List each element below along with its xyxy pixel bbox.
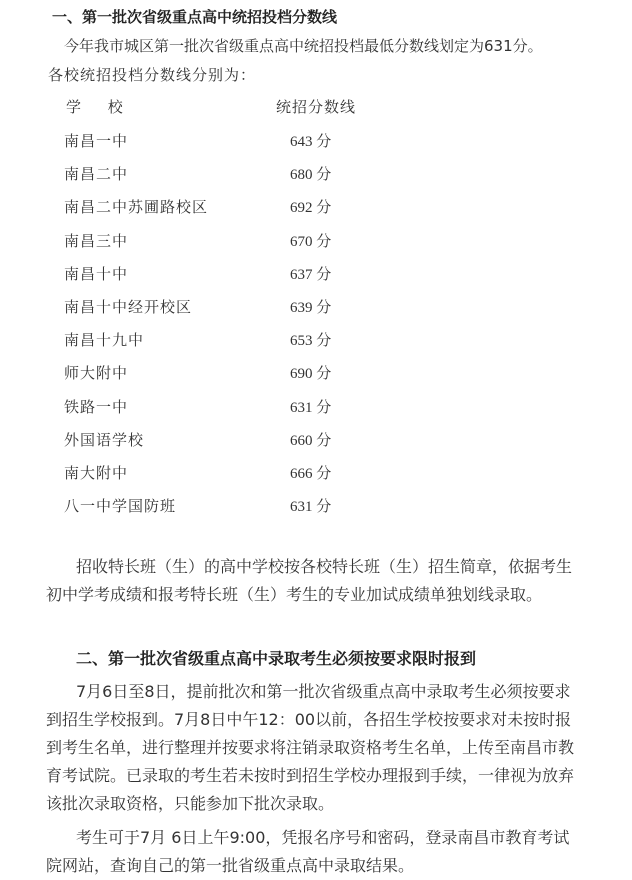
table-cell-score: 631 分 bbox=[290, 499, 332, 515]
section1-subheading: 各校统招投档分数线分别为： bbox=[48, 66, 257, 84]
table-cell-score: 639 分 bbox=[290, 300, 332, 316]
paragraph-line: 该批次录取资格，只能参加下批次录取。 bbox=[46, 794, 335, 813]
paragraph-line: 育考试院。已录取的考生若未按时到招生学校办理报到手续，一律视为放弃 bbox=[46, 766, 575, 785]
table-cell-score: 653 分 bbox=[290, 333, 332, 349]
table-cell-school: 师大附中 bbox=[64, 364, 129, 382]
table-cell-school: 南昌二中 bbox=[64, 165, 129, 183]
section2-paragraph2 bbox=[46, 824, 616, 880]
section2-paragraph1 bbox=[46, 678, 616, 818]
table-cell-score: 637 分 bbox=[290, 267, 332, 283]
table-cell-score: 631 分 bbox=[290, 400, 332, 416]
table-cell-school: 铁路一中 bbox=[64, 398, 129, 416]
table-cell-school: 外国语学校 bbox=[64, 431, 145, 449]
table-cell-school: 南大附中 bbox=[64, 464, 129, 482]
table-cell-school: 南昌十中 bbox=[64, 265, 129, 283]
paragraph-line: 7月6日至8日，提前批次和第一批次省级重点高中录取考生必须按要求 bbox=[76, 682, 571, 701]
table-header-score: 统招分数线 bbox=[276, 98, 357, 116]
table-cell-school: 南昌十中经开校区 bbox=[64, 298, 193, 316]
table-cell-score: 643 分 bbox=[290, 134, 332, 150]
table-cell-score: 680 分 bbox=[290, 167, 332, 183]
table-cell-score: 690 分 bbox=[290, 366, 332, 382]
table-cell-school: 南昌十九中 bbox=[64, 331, 145, 349]
paragraph-line: 到考生名单，进行整理并按要求将注销录取资格考生名单，上传至南昌市教 bbox=[46, 738, 575, 757]
table-cell-school: 南昌一中 bbox=[64, 132, 129, 150]
table-cell-score: 670 分 bbox=[290, 234, 332, 250]
table-cell-school: 南昌二中苏圃路校区 bbox=[64, 198, 209, 216]
table-cell-school: 八一中学国防班 bbox=[64, 497, 177, 515]
special-paragraph-line: 初中学考成绩和报考特长班（生）考生的专业加试成绩单独划线录取。 bbox=[46, 585, 543, 604]
paragraph-line: 院网站，查询自己的第一批省级重点高中录取结果。 bbox=[46, 856, 415, 875]
paragraph-line: 考生可于7月 6日上午9:00，凭报名序号和密码，登录南昌市教育考试 bbox=[76, 828, 570, 847]
section1-intro: 今年我市城区第一批次省级重点高中统招投档最低分数线划定为631分。 bbox=[64, 37, 543, 55]
table-cell-score: 692 分 bbox=[290, 200, 332, 216]
special-paragraph bbox=[46, 553, 616, 609]
paragraph-line: 到招生学校报到。7月8日中午12：00以前，各招生学校按要求对未按时报 bbox=[46, 710, 572, 729]
special-paragraph-line: 招收特长班（生）的高中学校按各校特长班（生）招生简章，依据考生 bbox=[76, 557, 573, 576]
section1-heading: 一、第一批次省级重点高中统招投档分数线 bbox=[52, 8, 338, 26]
table-cell-school: 南昌三中 bbox=[64, 232, 129, 250]
table-cell-score: 660 分 bbox=[290, 433, 332, 449]
section2-heading: 二、第一批次省级重点高中录取考生必须按要求限时报到 bbox=[76, 649, 477, 668]
table-header-school: 学 校 bbox=[66, 98, 124, 116]
table-cell-score: 666 分 bbox=[290, 466, 332, 482]
